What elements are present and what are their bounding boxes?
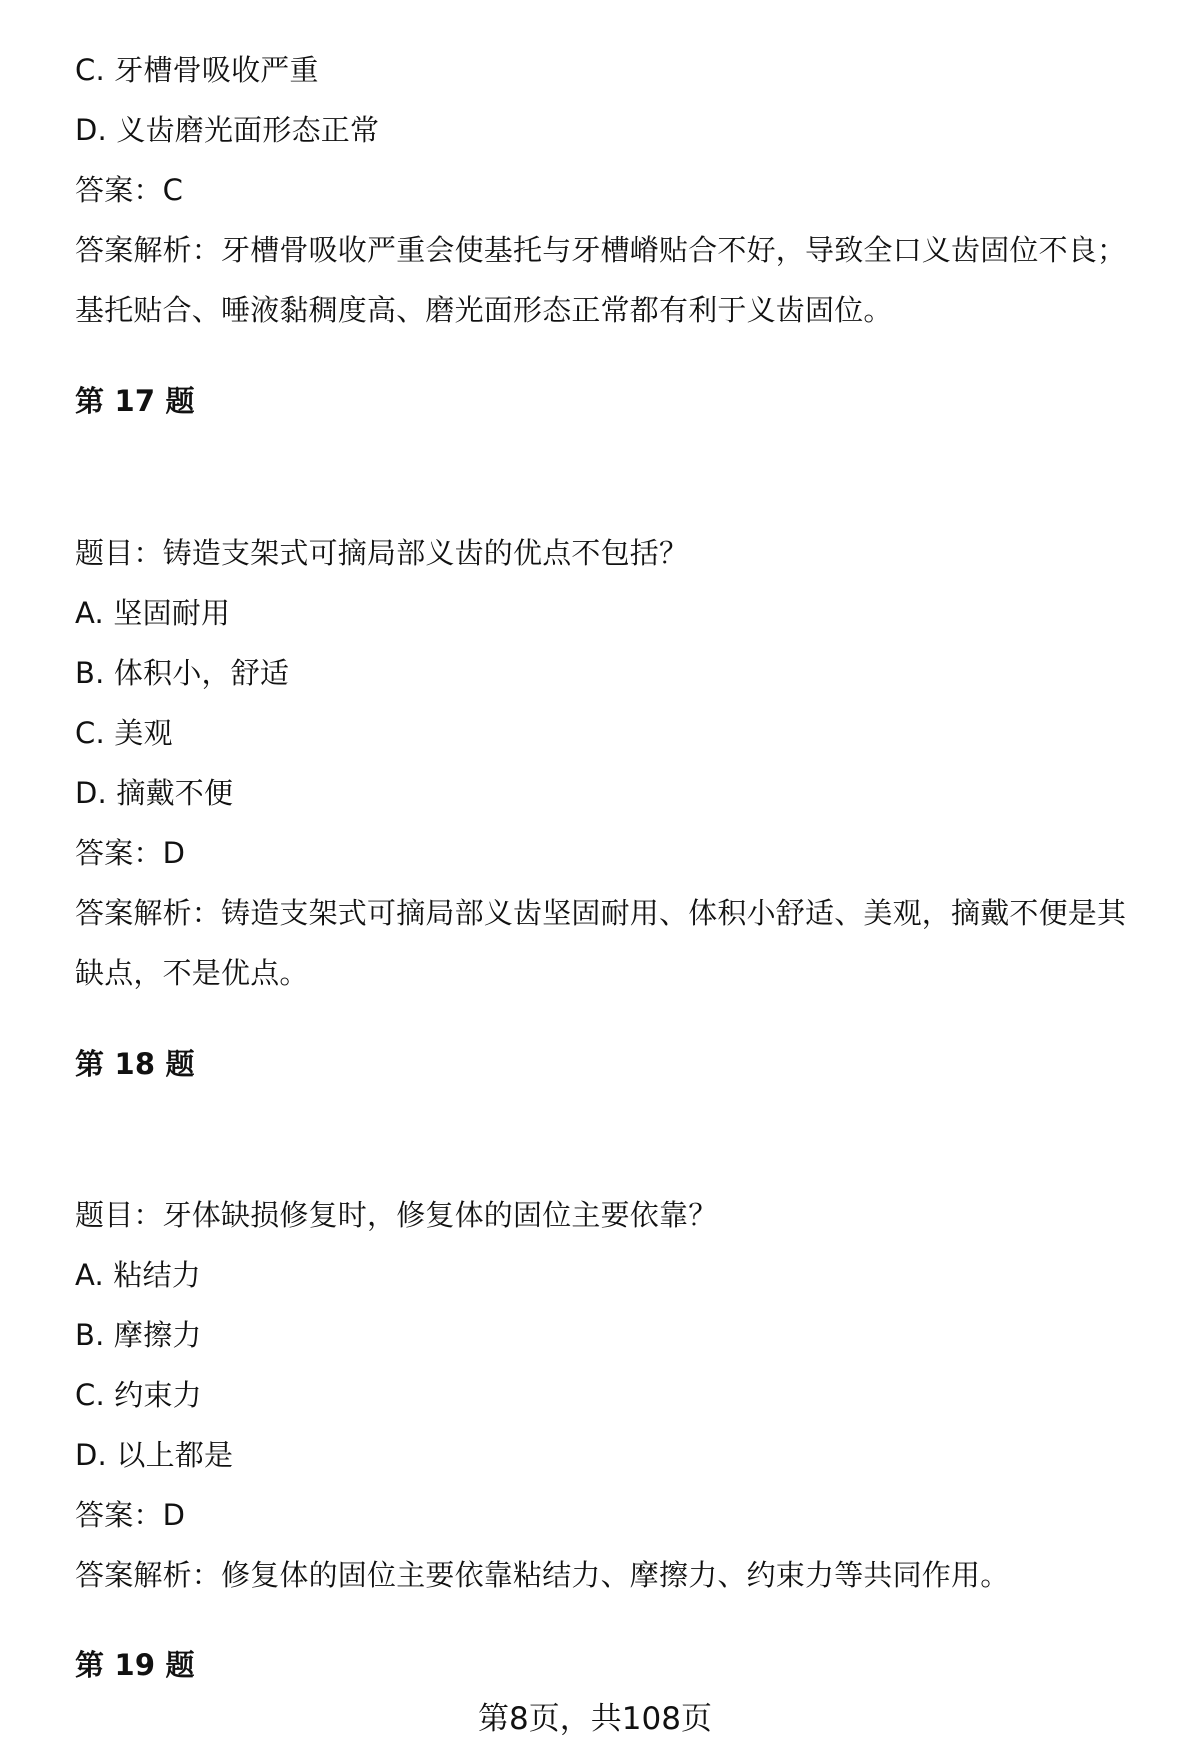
q17-option-a: A. 坚固耐用	[75, 596, 231, 630]
q16-option-c: C. 牙槽骨吸收严重	[75, 53, 319, 87]
q18-heading: 第 18 题	[75, 1047, 195, 1081]
q17-option-d: D. 摘戴不便	[75, 776, 234, 810]
q17-explanation-line-1: 答案解析：铸造支架式可摘局部义齿坚固耐用、体积小舒适、美观，摘戴不便是其	[75, 896, 1127, 930]
q18-option-c: C. 约束力	[75, 1378, 202, 1412]
q18-option-a: A. 粘结力	[75, 1258, 201, 1292]
q19-heading: 第 19 题	[75, 1648, 195, 1682]
q17-explanation-line-2: 缺点，不是优点。	[75, 956, 309, 990]
q17-heading: 第 17 题	[75, 384, 195, 418]
q18-answer: 答案：D	[75, 1498, 186, 1532]
q16-explanation-line-2: 基托贴合、唾液黏稠度高、磨光面形态正常都有利于义齿固位。	[75, 293, 893, 327]
q17-option-b: B. 体积小，舒适	[75, 656, 290, 690]
q17-answer: 答案：D	[75, 836, 186, 870]
q18-option-b: B. 摩擦力	[75, 1318, 202, 1352]
q18-explanation-line-1: 答案解析：修复体的固位主要依靠粘结力、摩擦力、约束力等共同作用。	[75, 1558, 1010, 1592]
q16-answer: 答案：C	[75, 173, 184, 207]
q17-question: 题目：铸造支架式可摘局部义齿的优点不包括？	[75, 536, 689, 570]
q16-option-d: D. 义齿磨光面形态正常	[75, 113, 380, 147]
q16-explanation-line-1: 答案解析：牙槽骨吸收严重会使基托与牙槽嵴贴合不好，导致全口义齿固位不良；	[75, 233, 1127, 267]
q17-option-c: C. 美观	[75, 716, 173, 750]
q18-question: 题目：牙体缺损修复时，修复体的固位主要依靠？	[75, 1198, 718, 1232]
page-number: 第8页，共108页	[478, 1701, 712, 1737]
q18-option-d: D. 以上都是	[75, 1438, 234, 1472]
